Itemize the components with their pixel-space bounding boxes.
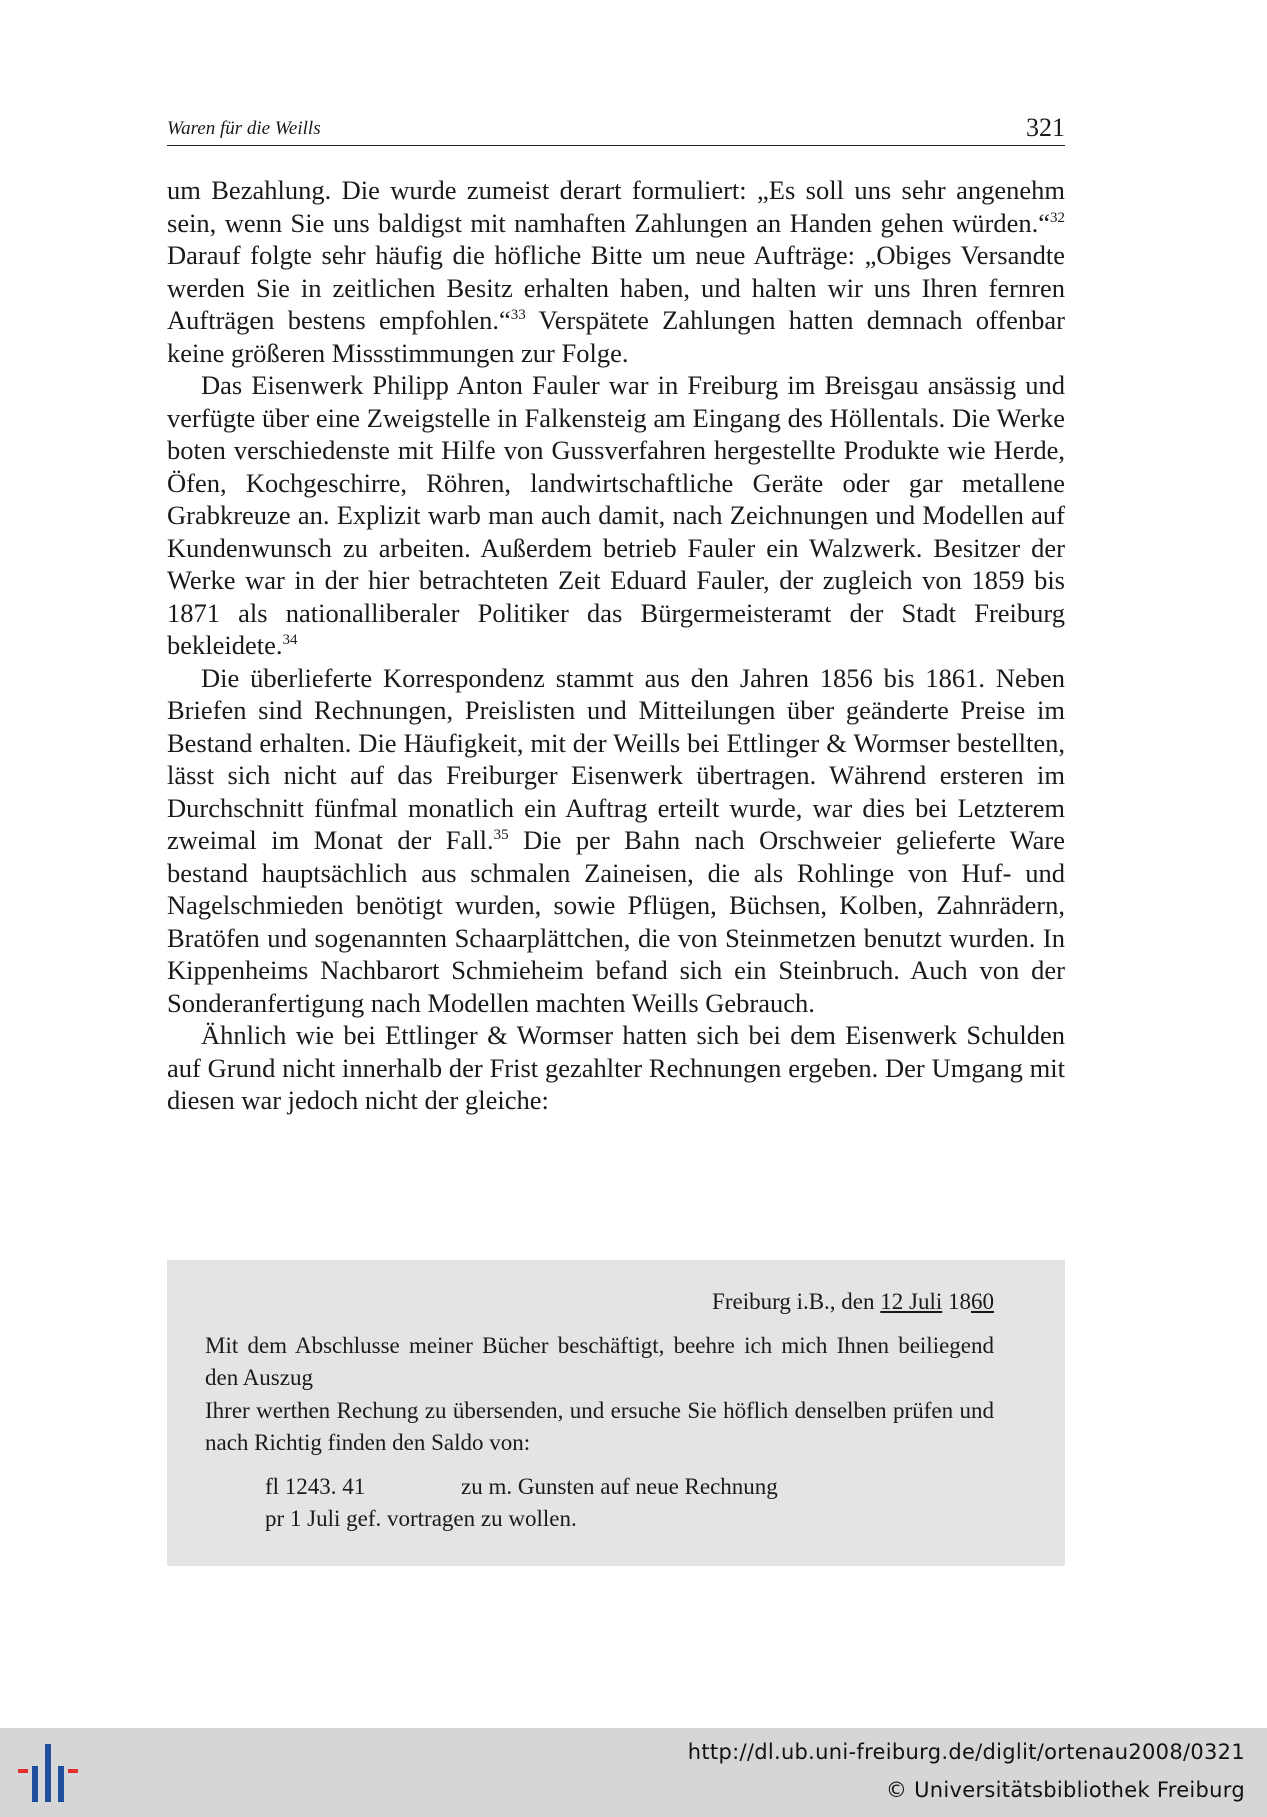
- paragraph-text: Die per Bahn nach Orschweier gelieferte Ware bestand hauptsächlich aus schmalen Zaineisen, die als Rohlinge von Huf- und Nagelschmieden benötigt wurden, sowie Pflügen, Büchsen, Kolben, Zahnrädern, Bratöfen und sogenannten Schaarplättchen, die von Steinmetzen benutzt wurden. In Kippenheims Nachbarort Schmieheim befand sich ein Steinbruch. Auch von der Sonderanfertigung nach Modellen machten Weills Gebrauch.: [167, 825, 1065, 1018]
- balance-row: [265, 1471, 994, 1504]
- running-head: Waren für die Weills: [167, 118, 321, 139]
- page-number: 321: [1026, 113, 1065, 142]
- date-year-suffix: 60: [971, 1289, 994, 1314]
- paragraph-4: [167, 1019, 1065, 1117]
- footnote-ref: 35: [493, 827, 509, 843]
- page-header: [167, 109, 1065, 146]
- paragraph-text: Ähnlich wie bei Ettlinger & Wormser hatten sich bei dem Eisenwerk Schulden auf Grund nicht innerhalb der Frist gezahlter Rechnungen ergeben. Der Umgang mit diesen war jedoch nicht der gleiche:: [167, 1020, 1065, 1115]
- footnote-ref: 32: [1050, 209, 1065, 226]
- letter-content: [205, 1286, 994, 1536]
- date-year-prefix: 18: [942, 1289, 971, 1314]
- paragraph-text: Das Eisenwerk Philipp Anton Fauler war in Freiburg im Breisgau ansässig und verfügte über eine Zweigstelle in Falkensteig am Eingang des Höllentals. Die Werke boten verschiedenste mit Hilfe von Gussverfahren hergestellte Produkte wie Herde, Öfen, Kochgeschirre, Röhren, landwirtschaftliche Geräte oder gar metallene Grabkreuze an. Explizit warb man auch damit, nach Zeichnungen und Modellen auf Kundenwunsch zu arbeiten. Außerdem betrieb Fauler ein Walzwerk. Besitzer der Werke war in der hier betrachteten Zeit Eduard Fauler, der zugleich von 1859 bis 1871 als nationalliberaler Politiker das Bürgermeisteramt der Stadt Freiburg bekleidete.: [167, 370, 1065, 660]
- letter-quote-box: [167, 1260, 1065, 1566]
- paragraph-text: Darauf folgte sehr häufig die höfliche Bitte um neue Aufträge: „Obiges Versandte werden Sie in zeitlichen Besitz erhalten haben, und halten wir uns Ihren fernren Aufträgen bestens empfohlen.“: [167, 240, 1065, 335]
- footer-url[interactable]: http://dl.ub.uni-freiburg.de/diglit/ortenau2008/0321: [687, 1740, 1245, 1764]
- letter-line-2: Ihrer werthen Rechung zu übersenden, und ersuche Sie höflich denselben prüfen und nach Richtig finden den Saldo von:: [205, 1397, 994, 1455]
- body-text: [167, 174, 1065, 1117]
- footnote-ref: 33: [510, 307, 526, 323]
- paragraph-text: Verspätete Zahlungen hatten demnach offenbar keine größeren Missstimmungen zur Folge.: [167, 305, 1065, 368]
- library-logo-icon: [18, 1742, 78, 1804]
- paragraph-text: um Bezahlung. Die wurde zumeist derart formuliert: „Es soll uns sehr angenehm sein, wenn Sie uns baldigst mit namhaften Zahlungen an Handen gehen würden.“: [167, 175, 1065, 238]
- footer-bar: [0, 1728, 1267, 1817]
- paragraph-text: Die überlieferte Korrespondenz stammt aus den Jahren 1856 bis 1861. Neben Briefen sind Rechnungen, Preislisten und Mitteilungen über geänderte Preise im Bestand erhalten. Die Häufigkeit, mit der Weills bei Ettlinger & Wormser bestellten, lässt sich nicht auf das Freiburger Eisenwerk übertragen. Während ersteren im Durchschnitt fünfmal monatlich ein Auftrag erteilt wurde, war dies bei Letzterem zweimal im Monat der Fall.: [167, 662, 1065, 855]
- footnote-ref: 34: [282, 632, 298, 648]
- letter-closing: pr 1 Juli gef. vortragen zu wollen.: [265, 1506, 577, 1531]
- letter-date: [205, 1286, 994, 1319]
- date-day-month: 12 Juli: [880, 1289, 943, 1314]
- paragraph-3: [167, 662, 1065, 1020]
- date-prefix: Freiburg i.B., den: [712, 1289, 881, 1314]
- letter-balance: [205, 1471, 994, 1536]
- footer-copyright: © Universitätsbibliothek Freiburg: [885, 1778, 1245, 1802]
- balance-note: zu m. Gunsten auf neue Rechnung: [461, 1473, 778, 1499]
- paragraph-2: [167, 369, 1065, 662]
- balance-amount: fl 1243. 41: [265, 1473, 366, 1499]
- letter-line-1: Mit dem Abschlusse meiner Bücher beschäftigt, beehre ich mich Ihnen beiliegend den Auszug: [205, 1332, 994, 1390]
- paragraph-1: [167, 174, 1065, 369]
